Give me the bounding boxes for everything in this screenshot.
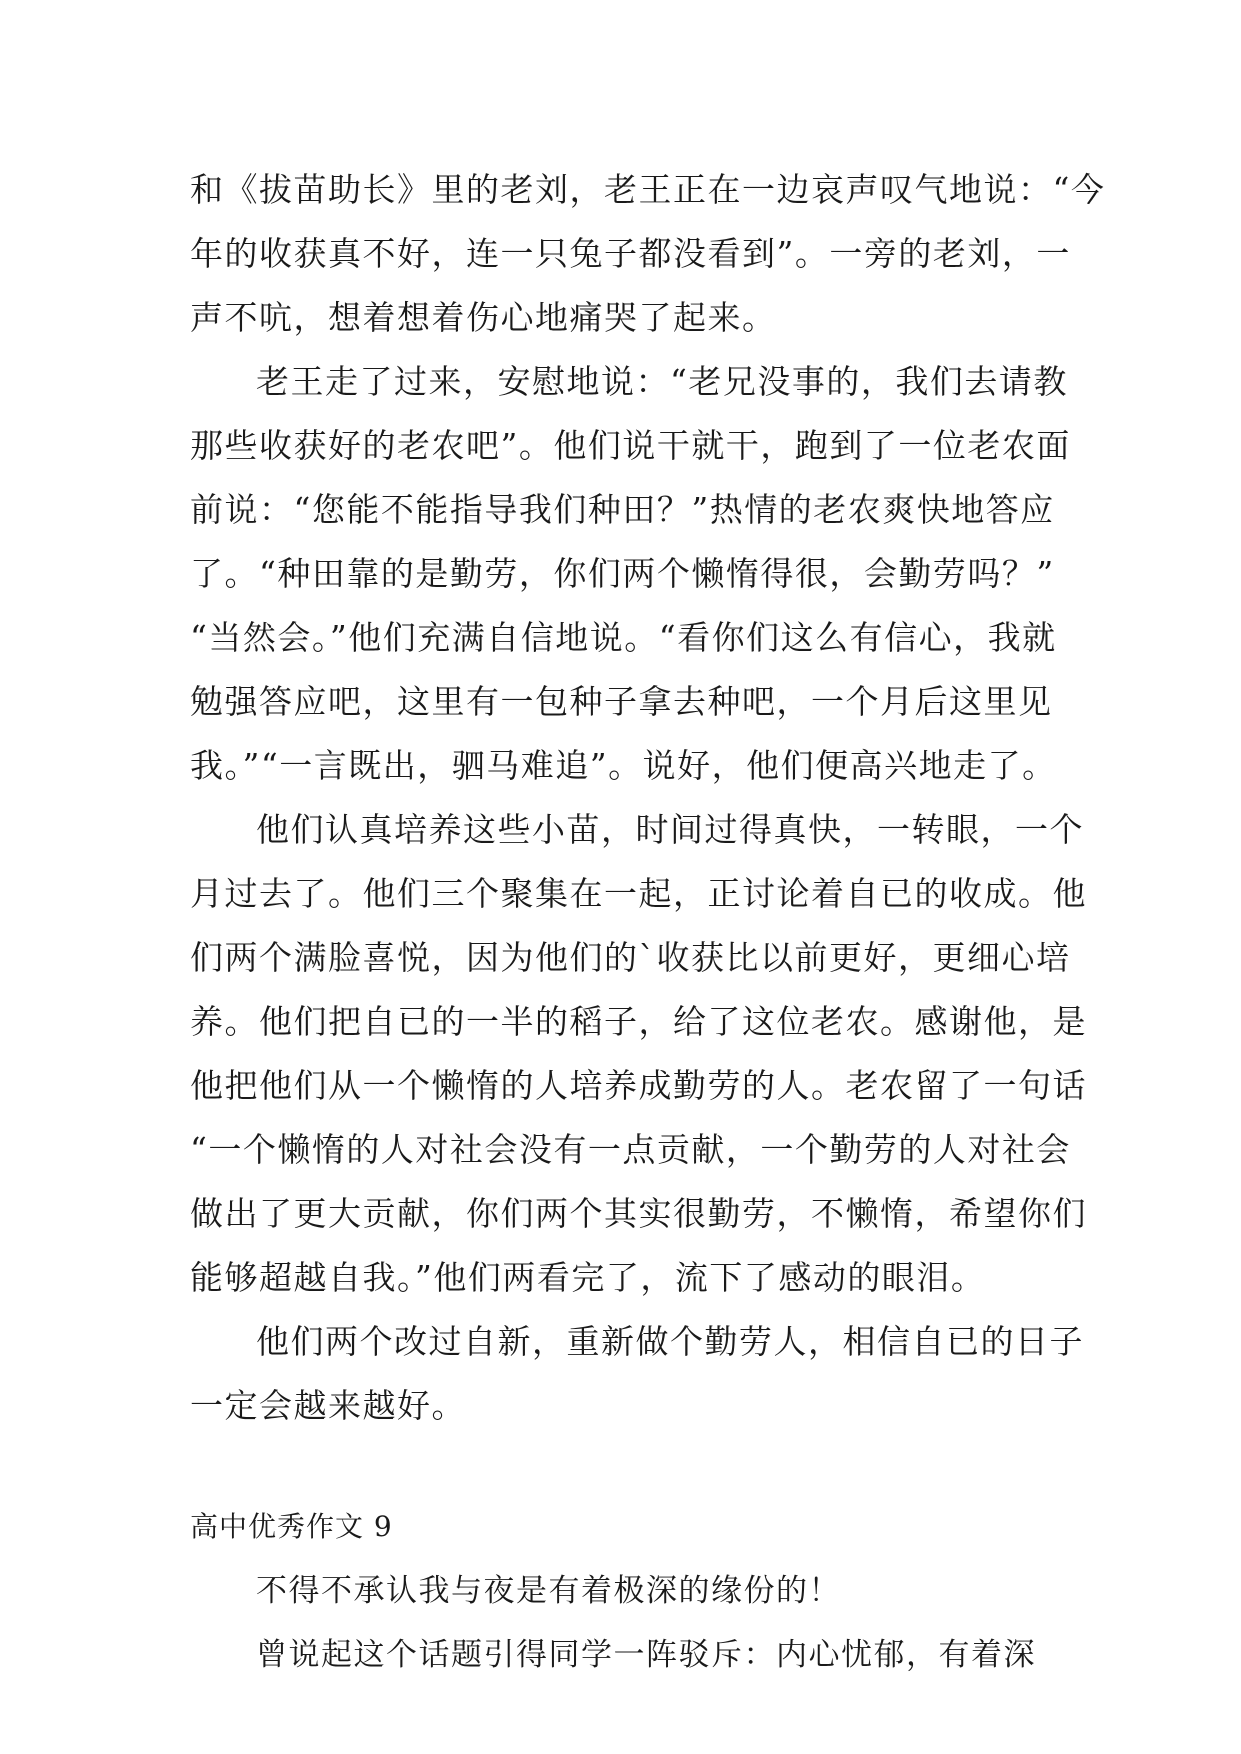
paragraph	[190, 798, 1087, 1310]
text-line: 做出了更大贡献，你们两个其实很勤劳，不懒惰，希望你们	[190, 1194, 1087, 1233]
text-line: 和《拔苗助长》里的老刘，老王正在一边哀声叹气地说：“今	[190, 170, 1106, 209]
text-line: 我。”“一言既出，驷马难追”。说好，他们便高兴地走了。	[190, 746, 1057, 785]
text-line: 能够超越自我。”他们两看完了，流下了感动的眼泪。	[190, 1258, 986, 1297]
text-line: “当然会。”他们充满自信地说。“看你们这么有信心，我就	[190, 618, 1057, 657]
text-line: 那些收获好的老农吧”。他们说干就干，跑到了一位老农面	[190, 426, 1071, 465]
paragraph	[190, 1310, 1084, 1438]
paragraph	[190, 158, 1106, 350]
text-line: 了。“种田靠的是勤劳，你们两个懒惰得很，会勤劳吗？”	[190, 554, 1055, 593]
text-line: 曾说起这个话题引得同学一阵驳斥：内心忧郁，有着深	[256, 1637, 1036, 1673]
text-line: 前说：“您能不能指导我们种田？”热情的老农爽快地答应	[190, 490, 1055, 529]
text-line: 月过去了。他们三个聚集在一起，正讨论着自已的收成。他	[190, 874, 1087, 913]
document-body	[190, 158, 1106, 1687]
text-line: 他把他们从一个懒惰的人培养成勤劳的人。老农留了一句话	[190, 1066, 1087, 1105]
text-line: 年的收获真不好，连一只兔子都没看到”。一旁的老刘，一	[190, 234, 1071, 273]
paragraph	[190, 350, 1071, 798]
text-line: 养。他们把自已的一半的稻子，给了这位老农。感谢他，是	[190, 1002, 1087, 1041]
text-line: 他们两个改过自新，重新做个勤劳人，相信自已的日子	[256, 1322, 1084, 1361]
text-line: 一定会越来越好。	[190, 1386, 466, 1425]
paragraph	[190, 1559, 1050, 1623]
text-line: 他们认真培养这些小苗，时间过得真快，一转眼，一个	[256, 810, 1084, 849]
article-heading: 高中优秀作文 9	[190, 1510, 393, 1543]
section-spacer	[190, 1438, 1050, 1495]
text-line: 们两个满脸喜悦，因为他们的`收获比以前更好，更细心培	[190, 938, 1071, 977]
text-line: 老王走了过来，安慰地说：“老兄没事的，我们去请教	[256, 362, 1068, 401]
text-line: 勉强答应吧，这里有一包种子拿去种吧，一个月后这里见	[190, 682, 1053, 721]
text-line: 声不吭，想着想着伤心地痛哭了起来。	[190, 298, 777, 337]
text-line: “一个懒惰的人对社会没有一点贡献，一个勤劳的人对社会	[190, 1130, 1071, 1169]
text-line: 不得不承认我与夜是有着极深的缘份的！	[256, 1573, 841, 1609]
paragraph	[190, 1623, 1050, 1687]
